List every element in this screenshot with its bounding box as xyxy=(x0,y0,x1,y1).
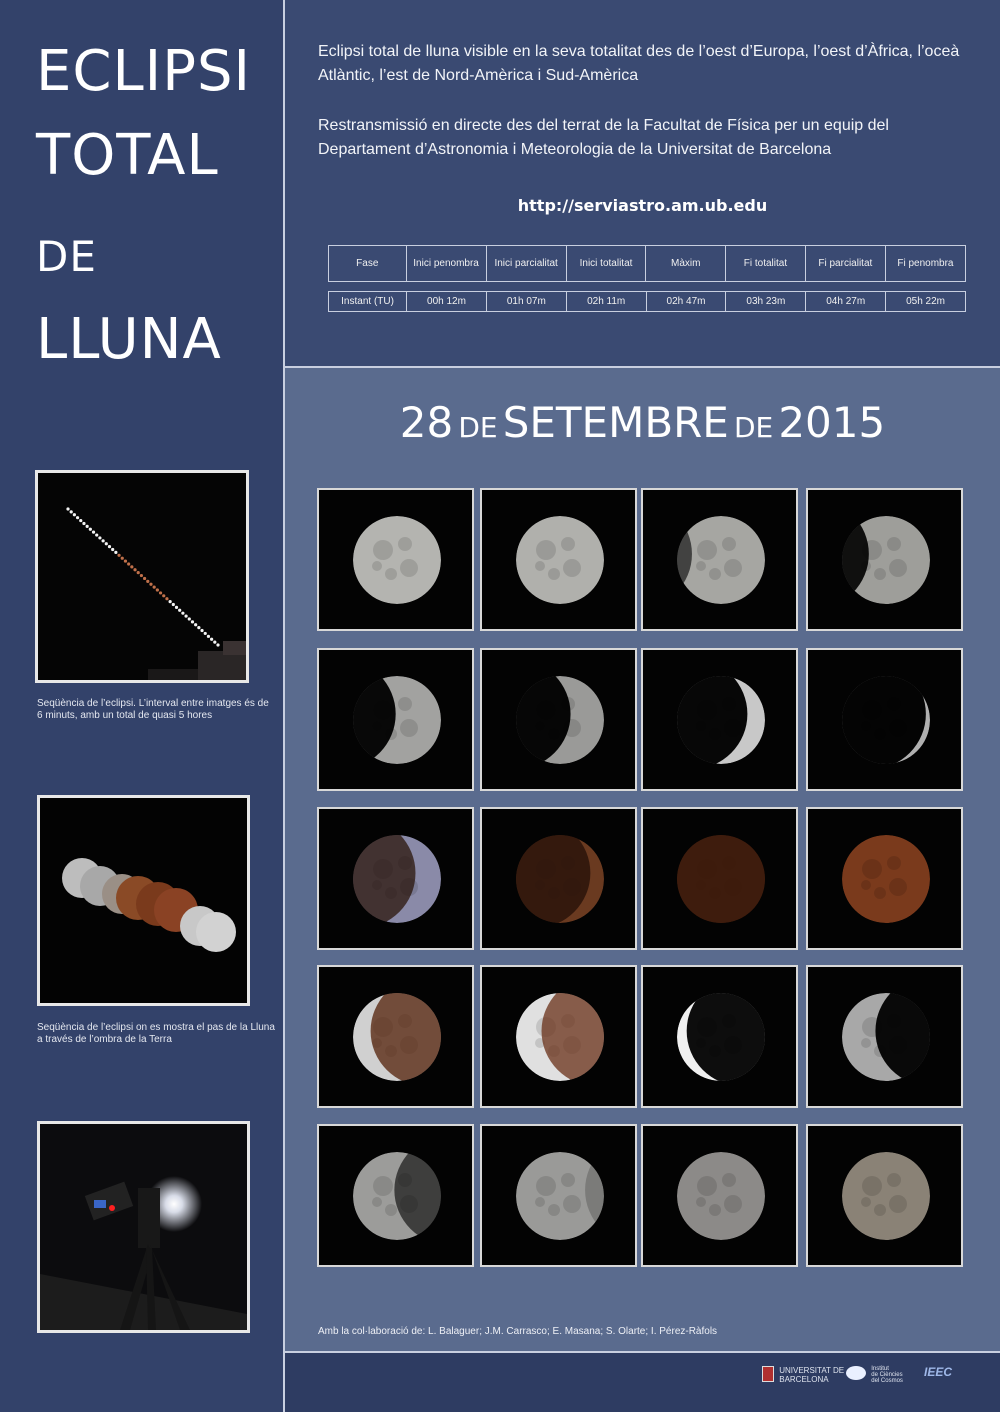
photo-telescope xyxy=(37,1121,250,1333)
moon-disk xyxy=(319,650,472,789)
phase-column-3: Inici totalitat xyxy=(566,246,646,282)
logo-universitat-barcelona xyxy=(762,1366,844,1384)
phase-time-2: 01h 07m xyxy=(486,292,566,312)
moon-phase-photo xyxy=(641,488,798,631)
moon-disk xyxy=(643,490,796,629)
moon-disk xyxy=(482,809,635,948)
logo-ub-line-2: BARCELONA xyxy=(779,1375,829,1384)
moon-disk xyxy=(808,809,961,948)
logo-iccub-line-1: Institut xyxy=(871,1366,889,1372)
date-de-2: DE xyxy=(733,411,774,444)
phase-time-3: 02h 11m xyxy=(566,292,646,312)
title-line-4: LLUNA xyxy=(36,307,222,372)
caption-photo-1: Seqüència de l’eclipsi. L’interval entre imatges és de 6 minuts, amb un total de quasi 5 hores xyxy=(37,698,269,721)
moon-phase-photo xyxy=(480,648,637,791)
divider-footer xyxy=(285,1351,1000,1353)
moon-phase-photo xyxy=(317,807,474,950)
moon-phase-photo xyxy=(806,488,963,631)
title-line-1: ECLIPSI xyxy=(36,39,252,104)
cosmos-icon xyxy=(846,1366,866,1380)
phase-column-2: Inici parcialitat xyxy=(486,246,566,282)
moon-phase-photo xyxy=(480,807,637,950)
phase-table-header xyxy=(328,245,966,282)
moon-disk xyxy=(482,490,635,629)
moon-disk xyxy=(808,1126,961,1265)
logo-iccub-line-2: de Ciències xyxy=(871,1372,903,1378)
date-year: 2015 xyxy=(778,398,886,447)
moon-phase-photo xyxy=(806,965,963,1108)
phase-column-7: Fi penombra xyxy=(885,246,965,282)
moon-phase-photo xyxy=(317,648,474,791)
moon-disk xyxy=(643,809,796,948)
moon-disk xyxy=(319,490,472,629)
moon-disk xyxy=(808,650,961,789)
phase-time-7: 05h 22m xyxy=(886,292,966,312)
title-line-3: DE xyxy=(36,232,97,281)
credits-text: Amb la col·laboració de: L. Balaguer; J.M. Carrasco; E. Masana; S. Olarte; I. Pérez-Ràfols xyxy=(318,1326,718,1337)
phase-column-1: Inici penombra xyxy=(406,246,486,282)
title-line-2: TOTAL xyxy=(36,123,219,188)
intro-paragraph-2: Restransmissió en directe des del terrat de la Facultat de Física per un equip del Departament d’Astronomia i Meteorologia de la Universitat de Barcelona xyxy=(318,117,889,158)
photo-eclipse-sequence xyxy=(35,470,249,683)
phase-time-5: 03h 23m xyxy=(726,292,806,312)
phase-column-4: Màxim xyxy=(646,246,726,282)
moon-phase-photo xyxy=(480,488,637,631)
moon-disk xyxy=(482,650,635,789)
moon-phase-photo xyxy=(317,1124,474,1267)
date-de-1: DE xyxy=(458,411,498,444)
logo-iccub xyxy=(846,1366,903,1384)
moon-disk xyxy=(319,967,472,1106)
date-month: SETEMBRE xyxy=(502,398,729,447)
phase-table-times xyxy=(328,291,966,312)
photo-eclipse-sequence-image xyxy=(38,473,246,680)
logo-ieec: IEEC xyxy=(924,1365,953,1379)
phase-row-label: Instant (TU) xyxy=(329,292,407,312)
shield-icon xyxy=(762,1366,774,1382)
photo-shadow-composite-image xyxy=(40,798,247,1003)
moon-disk xyxy=(319,809,472,948)
eclipse-date xyxy=(285,398,1000,447)
phase-header-label: Fase xyxy=(329,246,407,282)
moon-disk xyxy=(482,1126,635,1265)
moon-phase-photo xyxy=(480,1124,637,1267)
moon-phase-photo xyxy=(806,1124,963,1267)
phase-time-1: 00h 12m xyxy=(407,292,487,312)
divider-header xyxy=(285,366,1000,368)
moon-phase-photo xyxy=(641,807,798,950)
phase-column-6: Fi parcialitat xyxy=(805,246,885,282)
moon-phase-photo xyxy=(806,648,963,791)
moon-phase-photo xyxy=(641,965,798,1108)
logo-ub-line-1: UNIVERSITAT DE xyxy=(779,1366,845,1375)
moon-phase-photo xyxy=(317,965,474,1108)
phase-time-6: 04h 27m xyxy=(806,292,886,312)
moon-disk xyxy=(643,967,796,1106)
moon-disk xyxy=(808,967,961,1106)
moon-disk xyxy=(643,1126,796,1265)
phase-time-4: 02h 47m xyxy=(646,292,726,312)
moon-phase-photo xyxy=(641,1124,798,1267)
intro-paragraph-1: Eclipsi total de lluna visible en la seva totalitat des de l’oest d’Europa, l’oest d’Àfrica, l’oceà Atlàntic, l’est de Nord-Amèrica i Sud-Amèrica xyxy=(318,43,960,84)
moon-phase-photo xyxy=(480,965,637,1108)
caption-photo-2: Seqüència de l’eclipsi on es mostra el pas de la Lluna a través de l’ombra de la Terra xyxy=(37,1022,275,1045)
moon-phase-photo xyxy=(806,807,963,950)
phase-column-5: Fi totalitat xyxy=(726,246,806,282)
moon-disk xyxy=(808,490,961,629)
date-day: 28 xyxy=(399,398,454,447)
photo-shadow-composite xyxy=(37,795,250,1006)
photo-telescope-image xyxy=(40,1124,247,1330)
moon-phase-photo xyxy=(317,488,474,631)
moon-disk xyxy=(643,650,796,789)
moon-phase-photo xyxy=(641,648,798,791)
moon-disk xyxy=(482,967,635,1106)
logo-iccub-line-3: del Cosmos xyxy=(871,1378,903,1384)
moon-disk xyxy=(319,1126,472,1265)
website-link[interactable]: http://serviastro.am.ub.edu xyxy=(517,196,768,215)
